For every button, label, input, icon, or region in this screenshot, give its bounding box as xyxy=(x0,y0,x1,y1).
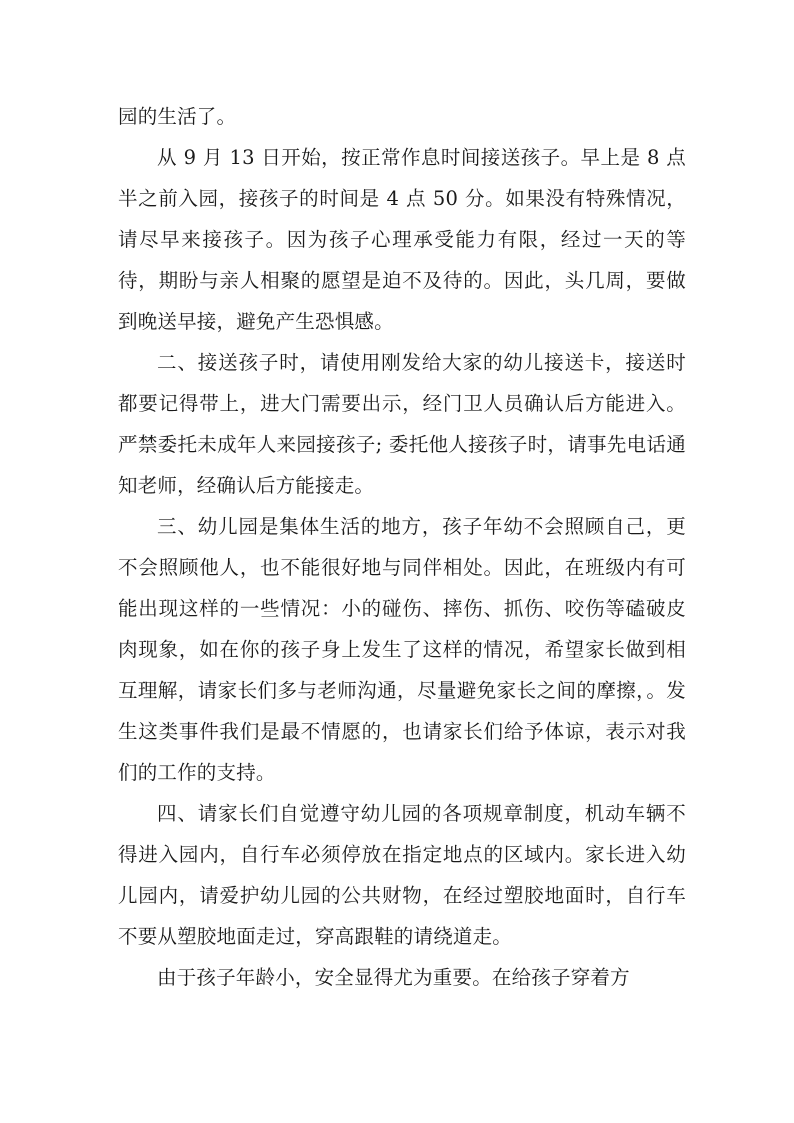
paragraph-pickup-schedule: 从 9 月 13 日开始，按正常作息时间接送孩子。早上是 8 点半之前入园，接孩子的时间是 4 点 50 分。如果没有特殊情况，请尽早来接孩子。因为孩子心理承受能力有限，经过一天的等待，期盼与亲人相聚的愿望是迫不及待的。因此，头几周，要做到晚送早接，避免产生恐惧感。 xyxy=(118,146,686,333)
document-body xyxy=(118,96,686,998)
paragraph-safety: 由于孩子年龄小，安全显得尤为重要。在给孩子穿着方 xyxy=(157,966,630,989)
paragraph-collective-life: 三、幼儿园是集体生活的地方，孩子年幼不会照顾自己，更不会照顾他人，也不能很好地与同伴相处。因此，在班级内有可能出现这样的一些情况：小的碰伤、摔伤、抓伤、咬伤等磕破皮肉现象，如在你的孩子身上发生了这样的情况，希望家长做到相互理解，请家长们多与老师沟通，尽量避免家长之间的摩擦，。发生这类事件我们是最不情愿的，也请家长们给予体谅，表示对我们的工作的支持。 xyxy=(118,515,686,784)
paragraph-continuation: 园的生活了。 xyxy=(118,105,237,128)
paragraph-pickup-card: 二、接送孩子时，请使用刚发给大家的幼儿接送卡，接送时都要记得带上，进大门需要出示，经门卫人员确认后方能进入。严禁委托未成年人来园接孩子; 委托他人接孩子时，请事先电话通知老师，经确认后方能接走。 xyxy=(118,351,686,497)
paragraph-rules: 四、请家长们自觉遵守幼儿园的各项规章制度，机动车辆不得进入园内，自行车必须停放在指定地点的区域内。家长进入幼儿园内，请爱护幼儿园的公共财物，在经过塑胶地面时，自行车不要从塑胶地面走过，穿高跟鞋的请绕道走。 xyxy=(118,802,686,948)
